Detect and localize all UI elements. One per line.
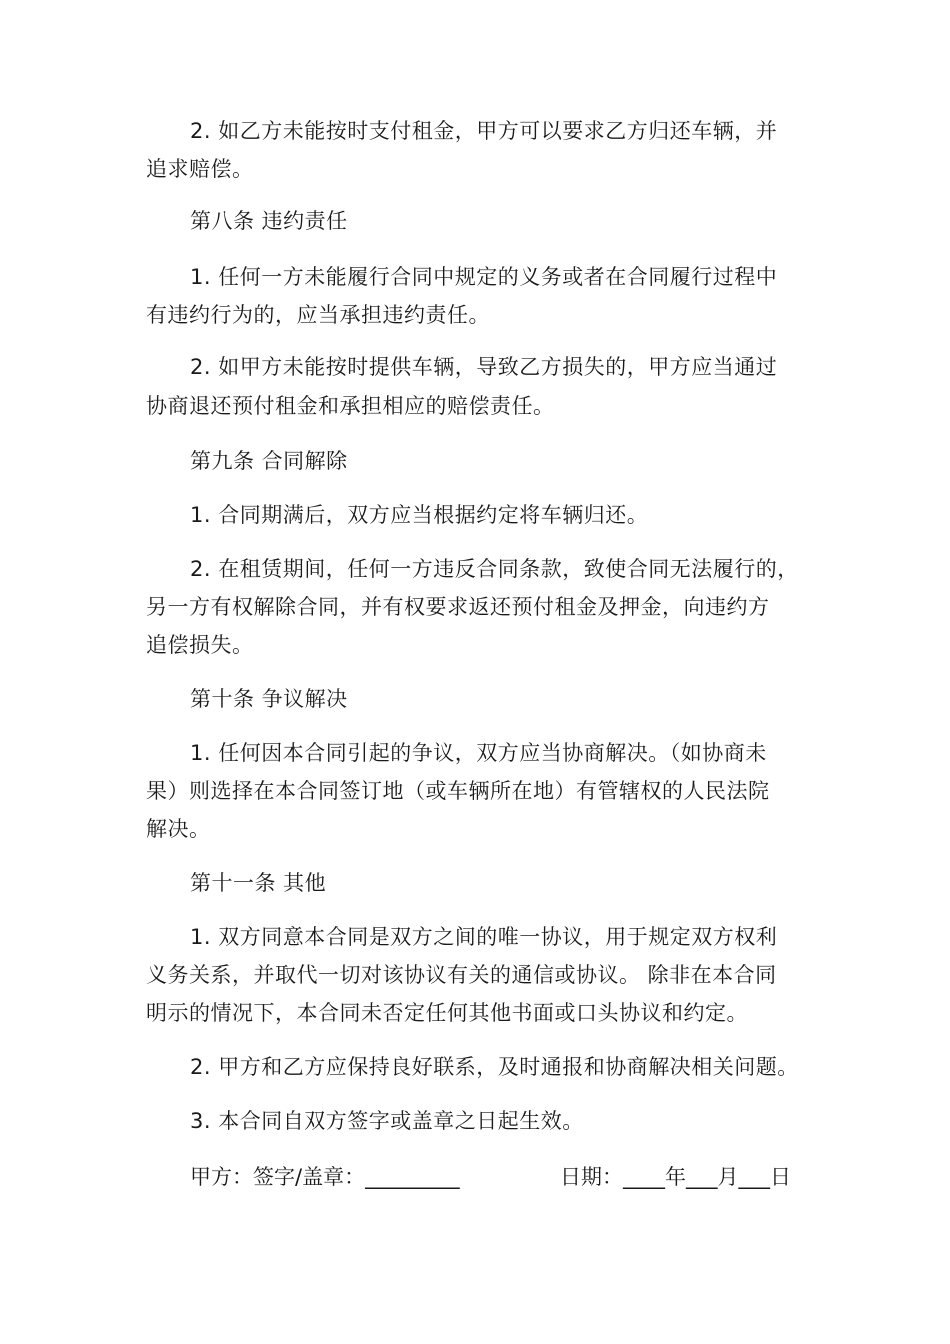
clause-7-item-2-line-2: 追求赔偿。: [146, 157, 254, 181]
article-11-item-1-line-1: 1. 双方同意本合同是双方之间的唯一协议，用于规定双方权利: [190, 925, 778, 949]
article-9-item-2-line-1: 2. 在租赁期间，任何一方违反合同条款，致使合同无法履行的，: [190, 557, 799, 581]
article-9-item-2-line-3: 追偿损失。: [146, 633, 254, 657]
article-8-item-1-line-1: 1. 任何一方未能履行合同中规定的义务或者在合同履行过程中: [190, 265, 778, 289]
article-8-heading: 第八条 违约责任: [190, 209, 348, 233]
article-11-item-2: 2. 甲方和乙方应保持良好联系，及时通报和协商解决相关问题。: [190, 1055, 799, 1079]
party-a-signature-field: 甲方：签字/盖章：_________: [190, 1165, 460, 1189]
article-8-item-2-line-2: 协商退还预付租金和承担相应的赔偿责任。: [146, 394, 555, 418]
article-9-item-1: 1. 合同期满后，双方应当根据约定将车辆归还。: [190, 503, 649, 527]
article-9-heading: 第九条 合同解除: [190, 449, 348, 473]
article-11-item-1-line-3: 明示的情况下，本合同未否定任何其他书面或口头协议和约定。: [146, 1001, 748, 1025]
article-11-item-3: 3. 本合同自双方签字或盖章之日起生效。: [190, 1109, 584, 1133]
article-10-heading: 第十条 争议解决: [190, 687, 348, 711]
article-11-item-1-line-2: 义务关系，并取代一切对该协议有关的通信或协议。 除非在本合同: [146, 963, 777, 987]
article-8-item-1-line-2: 有违约行为的，应当承担违约责任。: [146, 303, 490, 327]
article-9-item-2-line-2: 另一方有权解除合同，并有权要求返还预付租金及押金，向违约方: [146, 595, 770, 619]
article-10-item-1-line-3: 解决。: [146, 817, 211, 841]
article-8-item-2-line-1: 2. 如甲方未能按时提供车辆，导致乙方损失的，甲方应当通过: [190, 355, 778, 379]
article-10-item-1-line-2: 果）则选择在本合同签订地（或车辆所在地）有管辖权的人民法院: [146, 779, 770, 803]
article-11-heading: 第十一条 其他: [190, 871, 327, 895]
signature-date-field: 日期：____年___月___日: [560, 1165, 791, 1189]
clause-7-item-2-line-1: 2. 如乙方未能按时支付租金，甲方可以要求乙方归还车辆，并: [190, 119, 778, 143]
article-10-item-1-line-1: 1. 任何因本合同引起的争议，双方应当协商解决。（如协商未: [190, 741, 767, 765]
